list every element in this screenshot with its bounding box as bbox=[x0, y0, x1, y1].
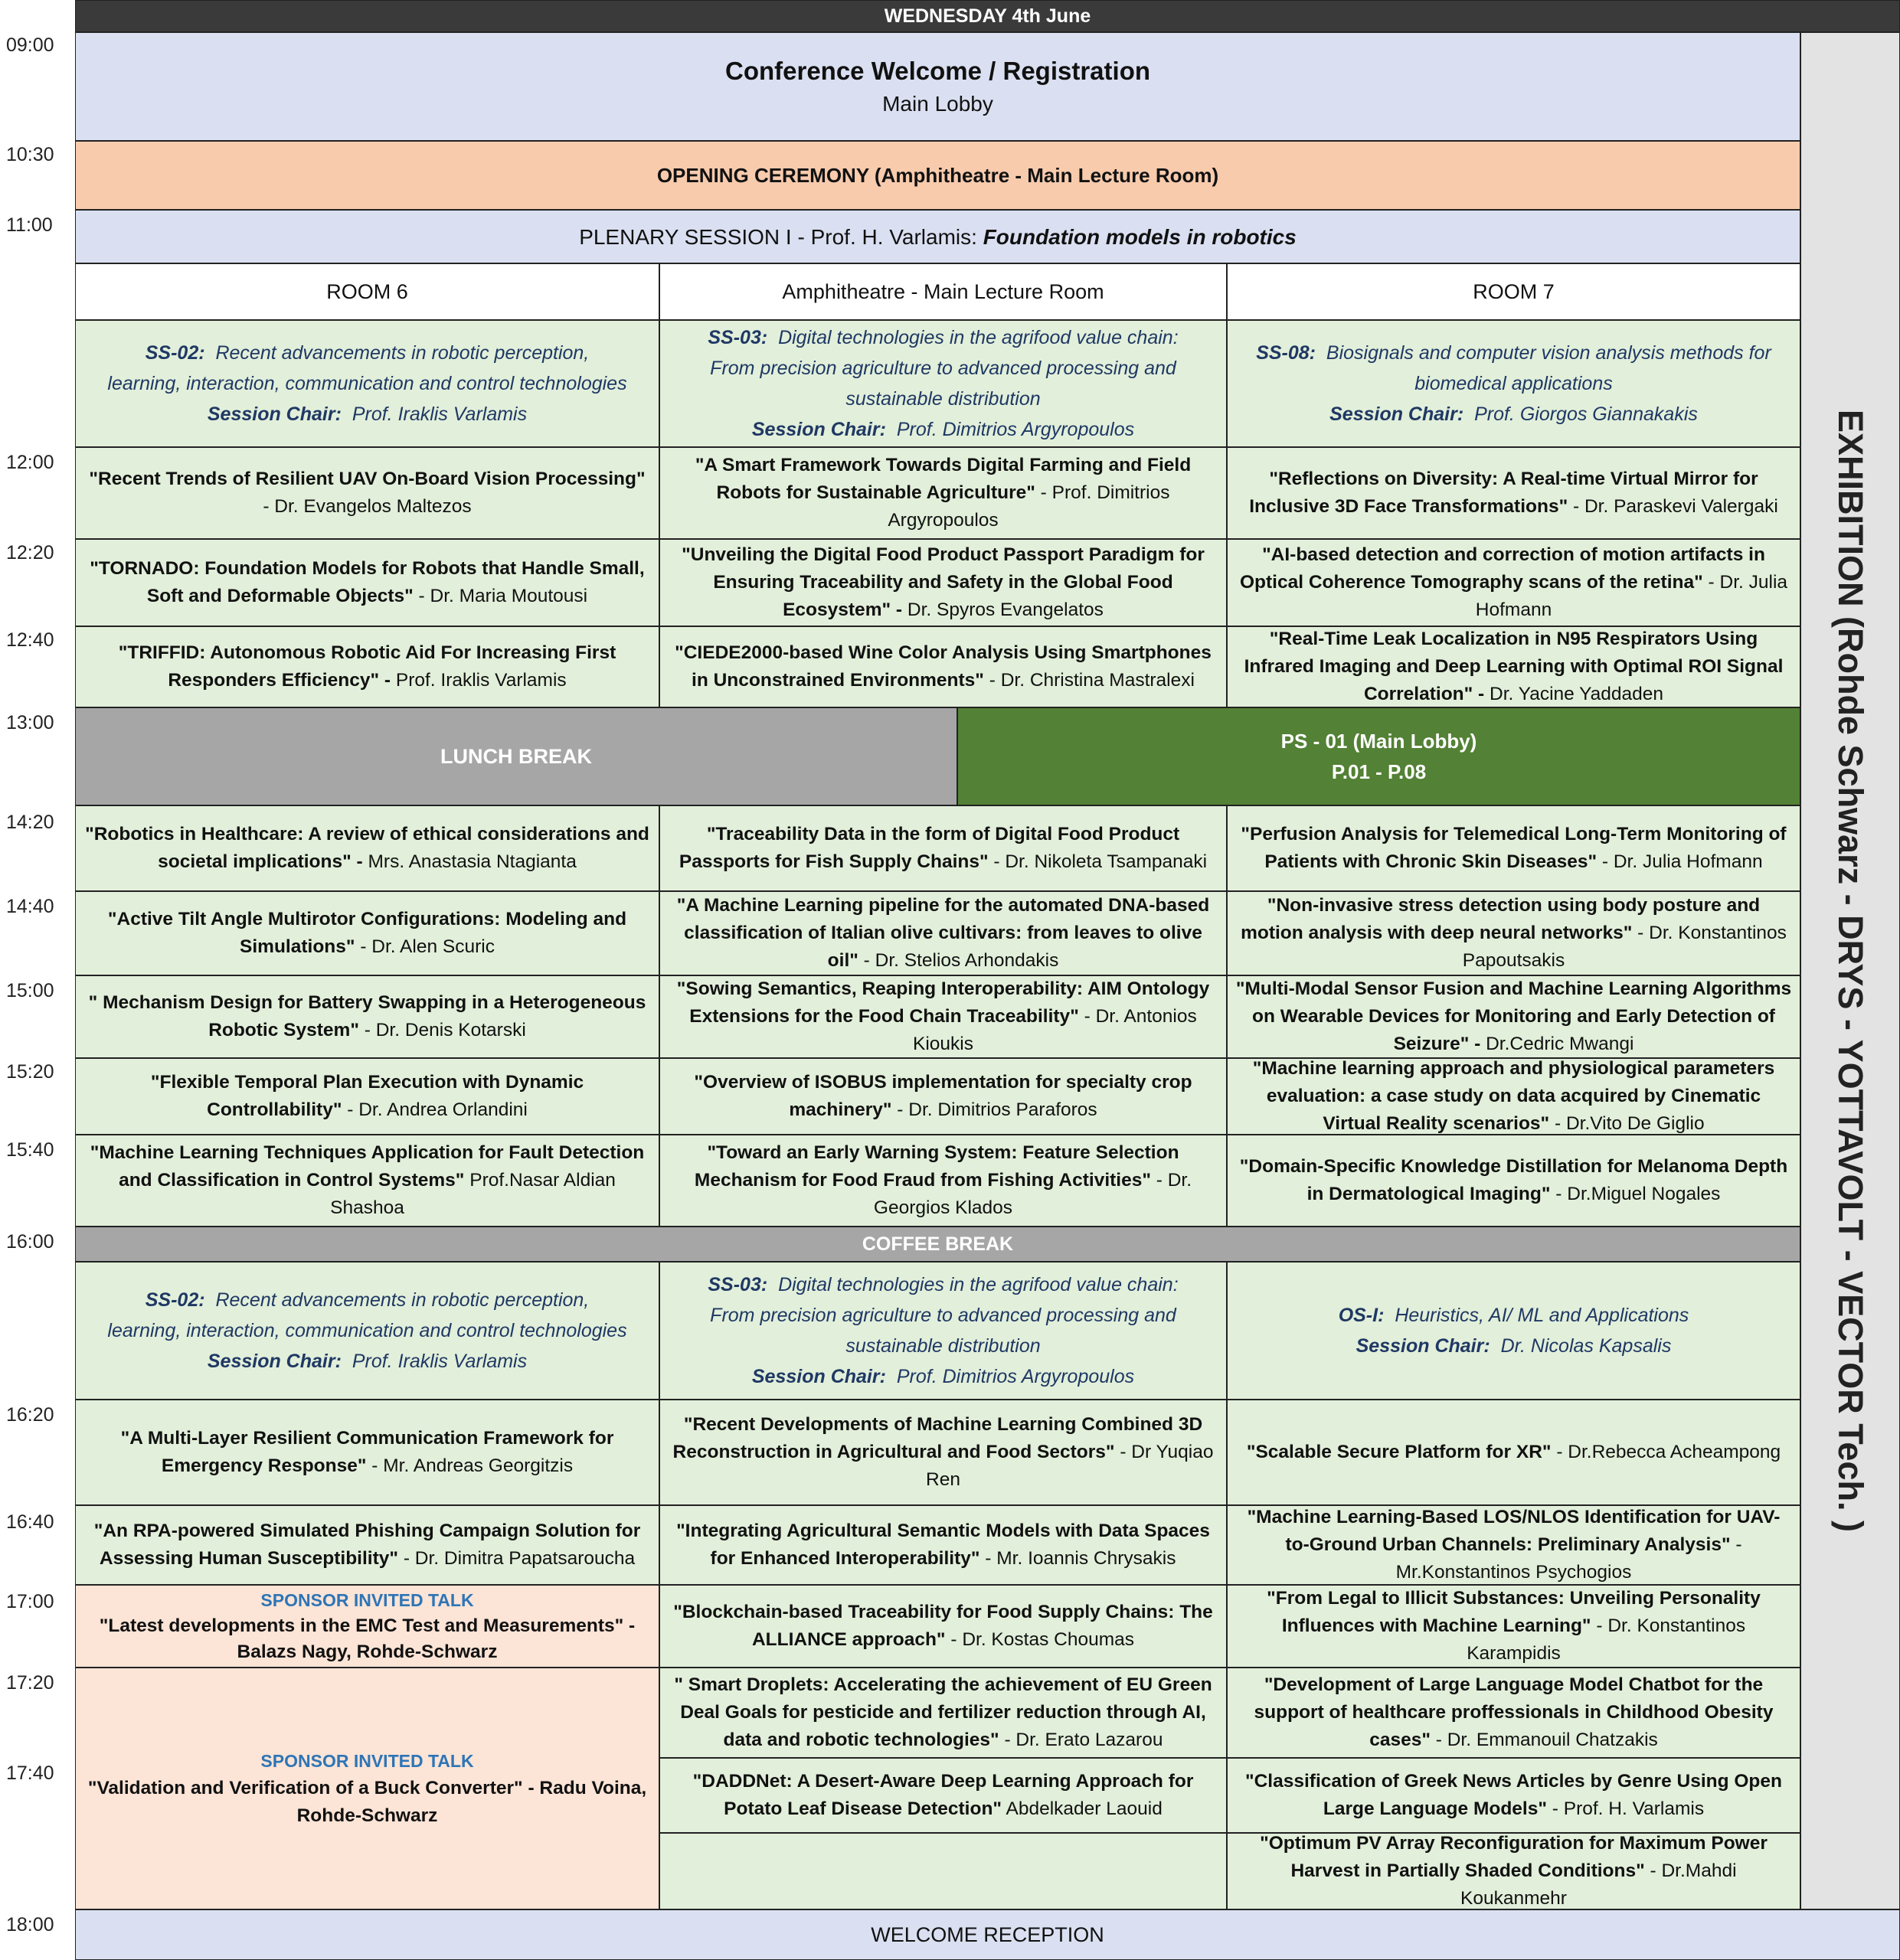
session-chair: Prof. Giorgos Giannakakis bbox=[1474, 403, 1698, 425]
session-chair: Prof. Iraklis Varlamis bbox=[352, 403, 528, 425]
talk-author: Dr.Cedric Mwangi bbox=[1480, 1034, 1634, 1054]
talk-author: - Dr. Stelios Arhondakis bbox=[858, 950, 1059, 971]
talk-title: "Machine learning approach and physiological parameters evaluation: a case study on data acquired by Cinematic Virtual Reality scenarios" bbox=[1252, 1058, 1775, 1134]
session-topic: Recent advancements in robotic perception, learning, interaction, communication and control technologies bbox=[107, 1289, 627, 1341]
talk-title: "Real-Time Leak Localization in N95 Respirators Using Infrared Imaging and Deep Learning with Optimal ROI Signal Correlation" - bbox=[1244, 629, 1784, 704]
talk-title: "TRIFFID: Autonomous Robotic Aid For Increasing First Responders Efficiency" - bbox=[118, 642, 616, 691]
talk-cell bbox=[659, 975, 1227, 1058]
talk-cell bbox=[75, 447, 659, 539]
empty-cell bbox=[659, 1833, 1227, 1909]
talk-cell bbox=[1227, 891, 1800, 975]
time-label: 17:40 bbox=[6, 1762, 54, 1784]
plenary-prefix: PLENARY SESSION I - Prof. H. Varlamis: bbox=[579, 225, 983, 249]
talk-title: "Perfusion Analysis for Telemedical Long-Term Monitoring of Patients with Chronic Skin Diseases" bbox=[1241, 824, 1787, 872]
talk-cell bbox=[659, 447, 1227, 539]
talk-author: - Dr. Emmanouil Chatzakis bbox=[1430, 1730, 1658, 1750]
talk-title: "An RPA-powered Simulated Phishing Campaign Solution for Assessing Human Susceptibility" bbox=[93, 1521, 641, 1569]
sponsor-talk-text: "Latest developments in the EMC Test and Measurements" - Balazs Nagy, Rohde-Schwarz bbox=[99, 1615, 636, 1662]
talk-author: - Dr. Denis Kotarski bbox=[358, 1020, 526, 1040]
talk-text bbox=[83, 1517, 651, 1573]
talk-cell bbox=[1227, 1668, 1800, 1758]
time-label: 12:00 bbox=[6, 452, 54, 473]
time-label: 18:00 bbox=[6, 1914, 54, 1936]
talk-text bbox=[1235, 626, 1792, 707]
talk-author: - Dr. Christina Mastralexi bbox=[983, 670, 1195, 691]
talk-cell bbox=[1227, 975, 1800, 1058]
session-code: SS-02: bbox=[145, 342, 205, 364]
sponsor-talk bbox=[75, 1585, 659, 1668]
talk-title: "A Machine Learning pipeline for the automated DNA-based classification of Italian olive cultivars: from leaves to olive oil" bbox=[676, 895, 1210, 971]
talk-title: "Overview of ISOBUS implementation for specialty crop machinery" bbox=[694, 1072, 1192, 1120]
time-label: 15:20 bbox=[6, 1061, 54, 1083]
poster-line2: P.01 - P.08 bbox=[1331, 760, 1427, 783]
talk-author: - Dr. Julia Hofmann bbox=[1597, 851, 1763, 872]
talk-text bbox=[1235, 1768, 1792, 1823]
talk-author: Mrs. Anastasia Ntagianta bbox=[362, 851, 577, 872]
poster-line1: PS - 01 (Main Lobby) bbox=[1280, 730, 1477, 753]
talk-cell bbox=[659, 1668, 1227, 1758]
talk-text bbox=[1235, 1058, 1792, 1135]
talk-title: "Machine Learning-Based LOS/NLOS Identification for UAV-to-Ground Urban Channels: Preliminary Analysis" bbox=[1247, 1507, 1781, 1555]
talk-author: - Dr Yuqiao Ren bbox=[926, 1442, 1214, 1490]
talk-text bbox=[1235, 541, 1792, 624]
talk-text bbox=[83, 466, 651, 521]
talk-text bbox=[668, 452, 1218, 534]
talk-cell bbox=[1227, 1585, 1800, 1668]
talk-cell bbox=[659, 1505, 1227, 1585]
session-chair: Prof. Iraklis Varlamis bbox=[352, 1351, 528, 1372]
talk-title: "DADDNet: A Desert-Aware Deep Learning Approach for Potato Leaf Disease Detection" bbox=[692, 1771, 1194, 1819]
time-label: 13:00 bbox=[6, 712, 54, 733]
talk-title: " Smart Droplets: Accelerating the achievement of EU Green Deal Goals for pesticide and fertilizer reduction through AI, data and robotic technologies" bbox=[674, 1674, 1212, 1750]
talk-author: Prof.Nasar Aldian Shashoa bbox=[330, 1170, 616, 1218]
talk-author: - Dr. Paraskevi Valergaki bbox=[1568, 496, 1778, 517]
talk-title: "Traceability Data in the form of Digital Food Product Passports for Fish Supply Chains" bbox=[679, 824, 1180, 872]
talk-title: "Sowing Semantics, Reaping Interoperability: AIM Ontology Extensions for the Food Chain Traceability" bbox=[676, 978, 1210, 1027]
talk-author: - Dr.Rebecca Acheampong bbox=[1551, 1442, 1781, 1462]
talk-title: "Recent Developments of Machine Learning Combined 3D Reconstruction in Agricultural and Food Sectors" bbox=[672, 1414, 1203, 1462]
talk-text bbox=[668, 975, 1218, 1058]
session-topic: Digital technologies in the agrifood value chain: From precision agriculture to advanced processing and sustainable distribution bbox=[710, 1274, 1179, 1357]
talk-author: - Dr. Andrea Orlandini bbox=[342, 1099, 528, 1120]
time-label: 15:00 bbox=[6, 980, 54, 1001]
talk-title: "Reflections on Diversity: A Real-time Virtual Mirror for Inclusive 3D Face Transformations" bbox=[1249, 469, 1758, 517]
talk-title: "A Smart Framework Towards Digital Farming and Field Robots for Sustainable Agriculture" bbox=[695, 455, 1192, 503]
talk-text bbox=[668, 892, 1218, 975]
talk-text bbox=[668, 1411, 1218, 1494]
time-label: 10:30 bbox=[6, 144, 54, 165]
talk-author: - Dr. Maria Moutousi bbox=[413, 586, 588, 606]
talk-text bbox=[83, 989, 651, 1044]
session-header-room6 bbox=[75, 320, 659, 447]
welcome-reception: WELCOME RECEPTION bbox=[75, 1909, 1900, 1960]
talk-author: - Mr.Konstantinos Psychogios bbox=[1395, 1534, 1742, 1583]
lunch-break: LUNCH BREAK bbox=[75, 707, 957, 805]
day-header: WEDNESDAY 4th June bbox=[75, 0, 1900, 32]
talk-cell bbox=[75, 539, 659, 626]
talk-author: - Dr. Konstantinos Karampidis bbox=[1467, 1615, 1746, 1664]
session-header-amphitheatre bbox=[659, 1262, 1227, 1400]
talk-text bbox=[1235, 821, 1792, 876]
talk-text bbox=[1247, 1439, 1781, 1466]
session-topic: Heuristics, AI/ ML and Applications bbox=[1395, 1305, 1689, 1326]
talk-cell bbox=[1227, 447, 1800, 539]
talk-title: " Mechanism Design for Battery Swapping in a Heterogeneous Robotic System" bbox=[88, 992, 646, 1040]
time-label: 14:40 bbox=[6, 896, 54, 917]
session-chair-label: Session Chair: bbox=[751, 1366, 886, 1387]
session-header-amphitheatre bbox=[659, 320, 1227, 447]
talk-title: "Flexible Temporal Plan Execution with Dynamic Controllability" bbox=[150, 1072, 584, 1120]
session-topic: Recent advancements in robotic perception, learning, interaction, communication and control technologies bbox=[107, 342, 627, 394]
session-header-room7 bbox=[1227, 320, 1800, 447]
coffee-break: COFFEE BREAK bbox=[75, 1227, 1800, 1262]
session-topic: Digital technologies in the agrifood value chain: From precision agriculture to advanced processing and sustainable distribution bbox=[710, 327, 1179, 410]
welcome-location: Main Lobby bbox=[882, 92, 993, 116]
talk-cell bbox=[1227, 539, 1800, 626]
session-code: SS-02: bbox=[145, 1289, 205, 1311]
talk-cell bbox=[1227, 1758, 1800, 1833]
talk-title: "Development of Large Language Model Chatbot for the support of healthcare proffessionals in Childhood Obesity cases" bbox=[1254, 1674, 1774, 1750]
talk-author: Dr. Yacine Yaddaden bbox=[1484, 684, 1664, 704]
talk-title: "From Legal to Illicit Substances: Unveiling Personality Influences with Machine Learning" bbox=[1267, 1588, 1761, 1636]
talk-cell bbox=[659, 1585, 1227, 1668]
talk-author: Prof. Iraklis Varlamis bbox=[391, 670, 567, 691]
talk-author: - Prof. H. Varlamis bbox=[1546, 1798, 1705, 1819]
welcome-registration bbox=[75, 32, 1800, 141]
session-code: SS-03: bbox=[708, 327, 768, 348]
exhibition-label: EXHIBITION (Rohde Schwarz - DRYS - YOTTAVOLT - VECTOR Tech. ) bbox=[1831, 410, 1870, 1532]
talk-cell bbox=[75, 1505, 659, 1585]
talk-title: "Integrating Agricultural Semantic Models with Data Spaces for Enhanced Interoperability" bbox=[676, 1521, 1210, 1569]
talk-text bbox=[83, 906, 651, 961]
talk-cell bbox=[659, 539, 1227, 626]
session-chair-label: Session Chair: bbox=[751, 419, 886, 440]
talk-cell bbox=[1227, 1505, 1800, 1585]
talk-author: - Dr. Nikoleta Tsampanaki bbox=[988, 851, 1208, 872]
talk-text bbox=[668, 541, 1218, 624]
talk-text bbox=[668, 821, 1218, 876]
talk-cell bbox=[659, 1135, 1227, 1227]
time-label: 14:20 bbox=[6, 812, 54, 833]
talk-text bbox=[1235, 1153, 1792, 1208]
time-label: 12:20 bbox=[6, 542, 54, 564]
talk-author: - Dr. Georgios Klados bbox=[873, 1170, 1192, 1218]
time-label: 17:00 bbox=[6, 1591, 54, 1612]
time-label: 16:40 bbox=[6, 1511, 54, 1533]
talk-title: "Multi-Modal Sensor Fusion and Machine Learning Algorithms on Wearable Devices for Monitoring and Early Detection of Seizure" - bbox=[1235, 978, 1792, 1054]
talk-author: - Mr. Ioannis Chrysakis bbox=[979, 1548, 1176, 1569]
talk-title: "Optimum PV Array Reconfiguration for Maximum Power Harvest in Partially Shaded Conditions" bbox=[1260, 1833, 1768, 1881]
talk-cell bbox=[1227, 626, 1800, 707]
talk-cell bbox=[75, 1400, 659, 1505]
talk-cell bbox=[659, 891, 1227, 975]
welcome-title: Conference Welcome / Registration bbox=[724, 57, 1151, 85]
sponsor-talk bbox=[75, 1668, 659, 1909]
talk-cell bbox=[659, 805, 1227, 891]
talk-title: "Recent Trends of Resilient UAV On-Board Vision Processing" bbox=[89, 469, 646, 489]
talk-title: "Non-invasive stress detection using body posture and motion analysis with deep neural networks" bbox=[1241, 895, 1761, 943]
talk-text bbox=[668, 1069, 1218, 1124]
talk-cell bbox=[75, 1058, 659, 1135]
session-chair: Dr. Nicolas Kapsalis bbox=[1500, 1335, 1672, 1357]
session-chair-label: Session Chair: bbox=[1356, 1335, 1490, 1357]
session-code: OS-I: bbox=[1338, 1305, 1385, 1326]
time-label: 15:40 bbox=[6, 1139, 54, 1161]
session-topic: Biosignals and computer vision analysis methods for biomedical applications bbox=[1326, 342, 1771, 394]
talk-author: - Dr. Julia Hofmann bbox=[1475, 572, 1788, 620]
session-chair-label: Session Chair: bbox=[1329, 403, 1464, 425]
session-chair-label: Session Chair: bbox=[207, 1351, 342, 1372]
time-label: 16:00 bbox=[6, 1231, 54, 1253]
talk-text bbox=[668, 1599, 1218, 1654]
talk-text bbox=[1235, 1671, 1792, 1754]
poster-session bbox=[957, 707, 1800, 805]
exhibition-banner bbox=[1800, 32, 1900, 1909]
talk-title: "Scalable Secure Platform for XR" bbox=[1246, 1442, 1552, 1462]
talk-author: - Prof. Dimitrios Argyropoulos bbox=[888, 482, 1170, 531]
time-label: 09:00 bbox=[6, 34, 54, 56]
talk-text bbox=[668, 1671, 1218, 1754]
session-code: SS-03: bbox=[708, 1274, 768, 1295]
talk-text bbox=[1235, 1833, 1792, 1909]
talk-text bbox=[1235, 1505, 1792, 1585]
talk-author: - Dr. Dimitrios Paraforos bbox=[891, 1099, 1097, 1120]
talk-title: "Unveiling the Digital Food Product Passport Paradigm for Ensuring Traceability and Safety in the Global Food Ecosystem" - bbox=[682, 544, 1205, 620]
opening-ceremony: OPENING CEREMONY (Amphitheatre - Main Lecture Room) bbox=[75, 141, 1800, 210]
talk-text bbox=[668, 1517, 1218, 1573]
talk-author: - Dr. Konstantinos Papoutsakis bbox=[1462, 923, 1787, 971]
talk-text bbox=[83, 1069, 651, 1124]
talk-author: - Dr. Antonios Kioukis bbox=[913, 1006, 1197, 1054]
time-label: 12:40 bbox=[6, 629, 54, 651]
talk-author: - Dr. Evangelos Maltezos bbox=[263, 496, 472, 517]
room-header-amphitheatre: Amphitheatre - Main Lecture Room bbox=[659, 263, 1227, 320]
session-header-room6 bbox=[75, 1262, 659, 1400]
talk-title: "AI-based detection and correction of motion artifacts in Optical Coherence Tomography scans of the retina" bbox=[1239, 544, 1765, 593]
talk-title: "Machine Learning Techniques Application for Fault Detection and Classification in Control Systems" bbox=[90, 1142, 645, 1191]
talk-title: "Domain-Specific Knowledge Distillation for Melanoma Depth in Dermatological Imaging" bbox=[1239, 1156, 1788, 1204]
talk-cell bbox=[75, 626, 659, 707]
talk-cell bbox=[75, 975, 659, 1058]
talk-cell bbox=[659, 626, 1227, 707]
talk-text bbox=[83, 1425, 651, 1480]
plenary-title: Foundation models in robotics bbox=[983, 225, 1297, 249]
time-label: 16:20 bbox=[6, 1404, 54, 1426]
talk-title: "Blockchain-based Traceability for Food Supply Chains: The ALLIANCE approach" bbox=[673, 1602, 1213, 1650]
talk-cell bbox=[1227, 1135, 1800, 1227]
session-code: SS-08: bbox=[1256, 342, 1316, 364]
room-header-room7: ROOM 7 bbox=[1227, 263, 1800, 320]
talk-cell bbox=[1227, 1833, 1800, 1909]
talk-title: "Classification of Greek News Articles by Genre Using Open Large Language Models" bbox=[1244, 1771, 1782, 1819]
talk-author: - Dr. Dimitra Papatsaroucha bbox=[398, 1548, 636, 1569]
session-chair: Prof. Dimitrios Argyropoulos bbox=[896, 419, 1135, 440]
sponsor-label: SPONSOR INVITED TALK bbox=[260, 1751, 474, 1771]
talk-cell bbox=[659, 1758, 1227, 1833]
session-chair-label: Session Chair: bbox=[207, 403, 342, 425]
talk-cell bbox=[1227, 1058, 1800, 1135]
talk-cell bbox=[659, 1400, 1227, 1505]
talk-text bbox=[668, 1768, 1218, 1823]
talk-text bbox=[83, 639, 651, 694]
talk-title: "A Multi-Layer Resilient Communication Framework for Emergency Response" bbox=[120, 1428, 614, 1476]
talk-author: - Dr. Alen Scuric bbox=[355, 936, 495, 957]
talk-title: "Robotics in Healthcare: A review of ethical considerations and societal implications" - bbox=[85, 824, 649, 872]
talk-cell bbox=[1227, 1400, 1800, 1505]
talk-text bbox=[83, 1139, 651, 1222]
talk-text bbox=[1235, 466, 1792, 521]
talk-text bbox=[668, 1139, 1218, 1222]
talk-author: - Dr.Vito De Giglio bbox=[1549, 1113, 1705, 1134]
talk-text bbox=[668, 639, 1218, 694]
talk-cell bbox=[659, 1058, 1227, 1135]
talk-text bbox=[83, 555, 651, 610]
sponsor-talk-text: "Validation and Verification of a Buck Converter" - Radu Voina, Rohde-Schwarz bbox=[87, 1778, 647, 1826]
talk-author: - Mr. Andreas Georgitzis bbox=[366, 1455, 574, 1476]
talk-title: "CIEDE2000-based Wine Color Analysis Using Smartphones in Unconstrained Environments" bbox=[675, 642, 1212, 691]
talk-cell bbox=[1227, 805, 1800, 891]
talk-cell bbox=[75, 805, 659, 891]
talk-author: - Dr.Miguel Nogales bbox=[1550, 1184, 1721, 1204]
time-label: 17:20 bbox=[6, 1672, 54, 1694]
sponsor-label: SPONSOR INVITED TALK bbox=[260, 1590, 474, 1610]
talk-title: "TORNADO: Foundation Models for Robots that Handle Small, Soft and Deformable Objects" bbox=[90, 558, 645, 606]
talk-author: - Dr.Mahdi Koukanmehr bbox=[1460, 1860, 1737, 1909]
talk-cell bbox=[75, 891, 659, 975]
talk-text bbox=[83, 821, 651, 876]
talk-title: "Active Tilt Angle Multirotor Configurations: Modeling and Simulations" bbox=[107, 909, 627, 957]
plenary-session bbox=[75, 210, 1800, 263]
talk-cell bbox=[75, 1135, 659, 1227]
talk-author: Abdelkader Laouid bbox=[1002, 1798, 1163, 1819]
talk-text bbox=[1235, 892, 1792, 975]
talk-text bbox=[1235, 975, 1792, 1058]
talk-author: Dr. Spyros Evangelatos bbox=[902, 599, 1104, 620]
time-label: 11:00 bbox=[6, 214, 53, 236]
session-chair: Prof. Dimitrios Argyropoulos bbox=[896, 1366, 1135, 1387]
room-header-room6: ROOM 6 bbox=[75, 263, 659, 320]
session-header-room7 bbox=[1227, 1262, 1800, 1400]
talk-author: - Dr. Erato Lazarou bbox=[999, 1730, 1163, 1750]
talk-text bbox=[1235, 1585, 1792, 1668]
talk-title: "Toward an Early Warning System: Feature Selection Mechanism for Food Fraud from Fishing Activities" bbox=[694, 1142, 1179, 1191]
talk-author: - Dr. Kostas Choumas bbox=[945, 1629, 1134, 1650]
